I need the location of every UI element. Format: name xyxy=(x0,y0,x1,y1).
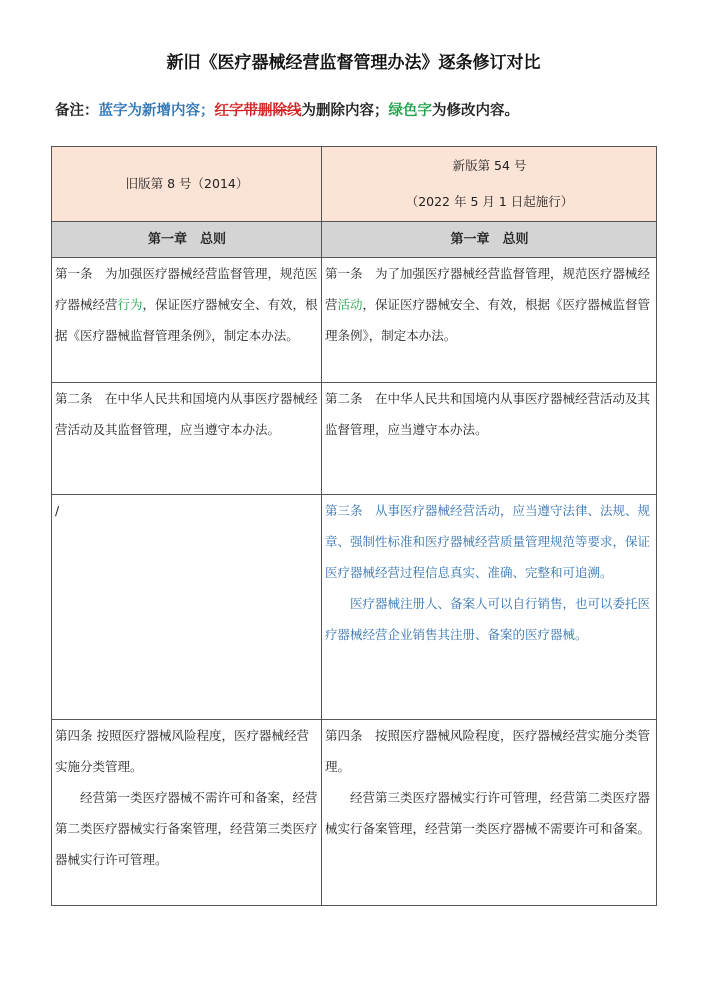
old-article-2: 第二条 在中华人民共和国境内从事医疗器械经营活动及其监督管理，应当遵守本办法。 xyxy=(52,383,322,495)
old-article-1: 第一条 为加强医疗器械经营监督管理，规范医疗器械经营行为，保证医疗器械安全、有效，根据《医疗器械监督管理条例》，制定本办法。 xyxy=(52,258,322,383)
new-chapter-heading: 第一章 总则 xyxy=(322,222,657,258)
old-chapter-heading: 第一章 总则 xyxy=(52,222,322,258)
note-suffix: 为修改内容。 xyxy=(432,103,519,119)
old-article-4 xyxy=(52,720,322,906)
new-article-2: 第二条 在中华人民共和国境内从事医疗器械经营活动及其监督管理，应当遵守本办法。 xyxy=(322,383,657,495)
new-version-number: 新版第 54 号 xyxy=(452,158,527,173)
new-article-4-para-1: 第四条 按照医疗器械风险程度，医疗器械经营实施分类管理。 xyxy=(325,728,651,774)
new-article-4 xyxy=(322,720,657,906)
version-header-row xyxy=(52,147,657,222)
old-article-3-empty: / xyxy=(52,495,322,720)
new-version-header xyxy=(322,147,657,222)
old-article-4-para-2: 经营第一类医疗器械不需许可和备案，经营第二类医疗器械实行备案管理，经营第三类医疗器械实行许可管理。 xyxy=(55,790,318,867)
note-red: 红字带删除线 xyxy=(214,103,302,119)
old-version-header: 旧版第 8 号（2014） xyxy=(52,147,322,222)
new-article-3 xyxy=(322,495,657,720)
table-row xyxy=(52,383,657,495)
new-article-3-para-1: 第三条 从事医疗器械经营活动，应当遵守法律、法规、规章、强制性标准和医疗器械经营质量管理规范等要求，保证医疗器械经营过程信息真实、准确、完整和可追溯。 xyxy=(325,503,651,580)
modified-text: 活动 xyxy=(337,297,363,312)
note-green: 绿色字 xyxy=(388,103,432,119)
modified-text: 行为 xyxy=(117,297,143,312)
table-row xyxy=(52,258,657,383)
note-blue: 蓝字为新增内容； xyxy=(98,103,215,119)
new-article-4-para-2: 经营第三类医疗器械实行许可管理，经营第二类医疗器械实行备案管理，经营第一类医疗器械不需要许可和备案。 xyxy=(325,790,651,836)
chapter-row xyxy=(52,222,657,258)
new-version-date: （2022 年 5 月 1 日起施行） xyxy=(405,194,574,209)
old-article-4-para-1: 第四条 按照医疗器械风险程度，医疗器械经营实施分类管理。 xyxy=(55,728,309,774)
table-row xyxy=(52,495,657,720)
new-article-1: 第一条 为了加强医疗器械经营监督管理，规范医疗器械经营活动，保证医疗器械安全、有效，根据《医疗器械监督管理条例》，制定本办法。 xyxy=(322,258,657,383)
legend-note xyxy=(55,99,519,120)
new-article-3-para-2: 医疗器械注册人、备案人可以自行销售，也可以委托医疗器械经营企业销售其注册、备案的医疗器械。 xyxy=(325,596,651,642)
table-row xyxy=(52,720,657,906)
comparison-table xyxy=(51,146,657,906)
note-prefix: 备注： xyxy=(55,103,99,119)
note-middle: 为删除内容； xyxy=(301,103,389,119)
document-title: 新旧《医疗器械经营监督管理办法》逐条修订对比 xyxy=(166,53,541,73)
